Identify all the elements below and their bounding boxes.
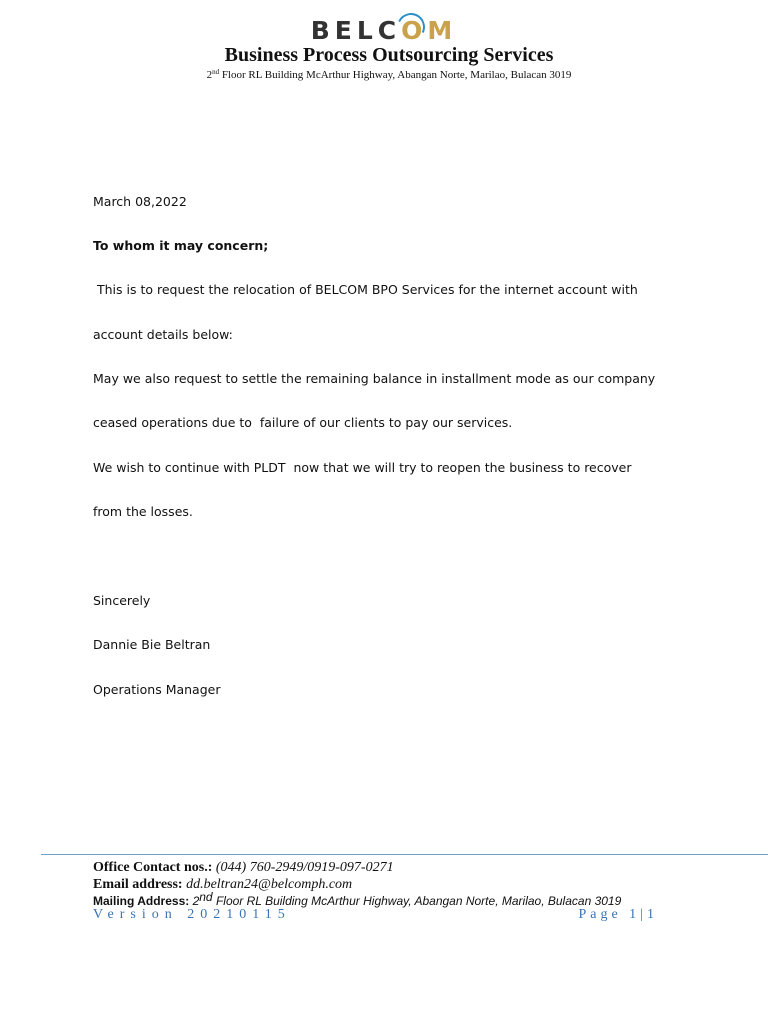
address-text: Floor RL Building McArthur Highway, Abangan Norte, Marilao, Bulacan 3019 [219, 69, 572, 81]
address-ordinal: nd [212, 68, 220, 76]
contact-value: (044) 760-2949/0919-097-0271 [212, 860, 394, 875]
logo-text-dark: BELC [310, 16, 402, 45]
logo-text-gold: M [427, 16, 458, 45]
body-line-5: We wish to continue with PLDT now that we will try to reopen the business to recover [93, 460, 632, 475]
email-label: Email address: [93, 877, 183, 892]
mailing-number: 2 [189, 894, 200, 908]
signer-name: Dannie Bie Beltran [93, 637, 211, 652]
mailing-text: Floor RL Building McArthur Highway, Abangan Norte, Marilao, Bulacan 3019 [212, 894, 622, 908]
header-address [0, 68, 768, 81]
logo-text-o: O [401, 16, 428, 45]
footer-divider [41, 854, 768, 855]
letter-closing: Sincerely [93, 593, 151, 608]
page-number: Page 1|1 [578, 907, 658, 922]
mailing-ordinal: nd [199, 890, 213, 904]
body-line-2: account details below: [93, 327, 233, 342]
body-line-6: from the losses. [93, 504, 193, 519]
letter-date: March 08,2022 [93, 194, 187, 209]
company-logo [0, 17, 768, 45]
address-number: 2 [206, 69, 213, 81]
company-name: Business Process Outsourcing Services [224, 44, 554, 66]
letter-salutation: To whom it may concern; [93, 238, 269, 253]
mailing-label: Mailing Address: [93, 894, 190, 908]
footer-version-row [93, 907, 658, 923]
body-line-1: This is to request the relocation of BELCOM BPO Services for the internet account with [93, 282, 638, 297]
logo-o-mark [401, 17, 427, 45]
body-line-3: May we also request to settle the remaining balance in installment mode as our company [93, 371, 656, 386]
signer-title: Operations Manager [93, 682, 221, 697]
email-value: dd.beltran24@belcomph.com [182, 877, 353, 892]
version-label: Version 20210115 [93, 907, 291, 922]
body-line-4: ceased operations due to failure of our clients to pay our services. [93, 415, 513, 430]
contact-label: Office Contact nos.: [93, 860, 213, 875]
